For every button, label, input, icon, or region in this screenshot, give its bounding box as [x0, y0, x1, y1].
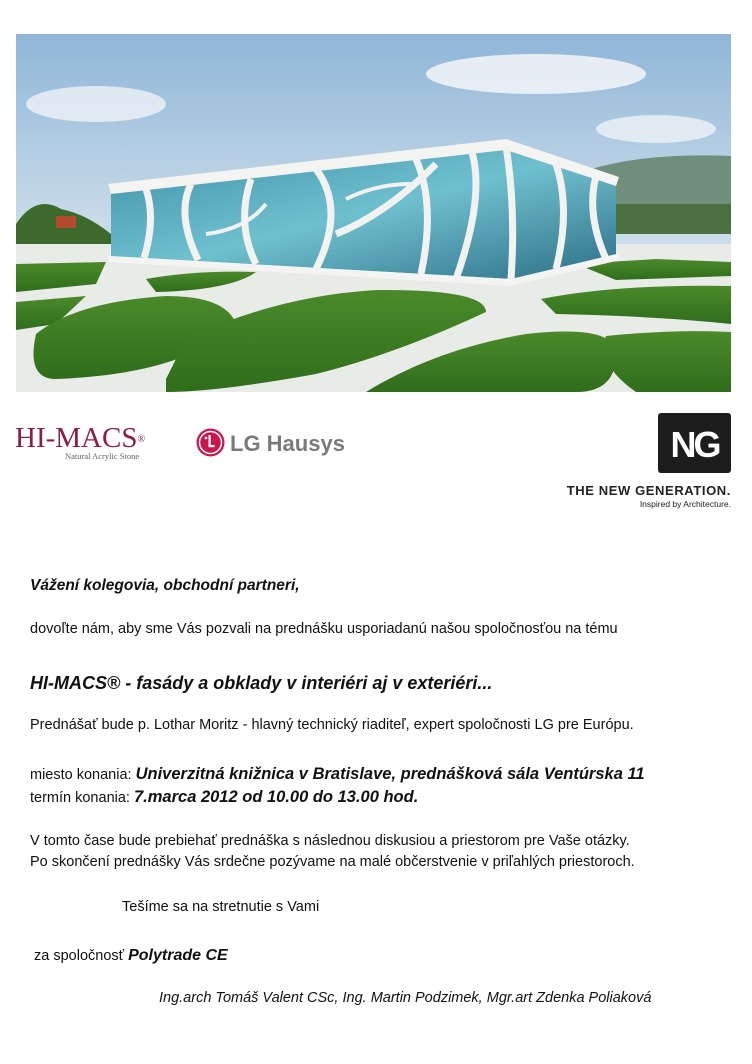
venue-line — [30, 765, 645, 785]
venue-label: miesto konania: — [30, 767, 132, 783]
salutation: Vážení kolegovia, obchodní partneri, — [30, 577, 300, 594]
ng-slogan-sub: Inspired by Architecture. — [639, 499, 731, 509]
date-value: 7.marca 2012 od 10.00 do 13.00 hod. — [133, 788, 419, 806]
ng-monogram — [658, 413, 731, 473]
company-line — [34, 946, 228, 966]
info-line-2: Po skončení prednášky Vás srdečne pozývame na malé občerstvenie v priľahlých priestoroch. — [30, 854, 635, 870]
himacs-logo-name: HI-MACS — [15, 422, 138, 454]
ng-slogan-main: THE NEW GENERATION. — [566, 483, 731, 498]
invitation-text: dovoľte nám, aby sme Vás pozvali na prednášku usporiadanú našou spoločnosťou na tému — [30, 621, 618, 637]
date-line — [30, 788, 418, 808]
signatories: Ing.arch Tomáš Valent CSc, Ing. Martin Podzimek, Mgr.art Zdenka Poliaková — [159, 990, 652, 1006]
info-line-1: V tomto čase bude prebiehať prednáška s následnou diskusiou a priestorom pre Vaše otázky. — [30, 833, 630, 849]
hero-photo — [16, 34, 731, 392]
lg-hausys-name: LG Hausys — [230, 431, 345, 456]
company-name: Polytrade CE — [128, 947, 228, 964]
lg-circle-icon — [196, 428, 225, 457]
ng-logo — [658, 413, 731, 473]
closing-text: Tešíme sa na stretnutie s Vami — [122, 899, 320, 915]
company-label: za spoločnosť — [34, 948, 125, 964]
himacs-tagline: Natural Acrylic Stone — [65, 451, 140, 461]
himacs-logo — [15, 423, 175, 461]
ng-slogan — [420, 483, 731, 509]
lecture-topic: HI-MACS® - fasády a obklady v interiéri aj v exteriéri... — [30, 673, 493, 693]
date-label: termín konania: — [30, 790, 130, 806]
himacs-registered-mark: ® — [137, 434, 146, 445]
speaker-text: Prednášať bude p. Lothar Moritz - hlavný technický riaditeľ, expert spoločnosti LG pre Európu. — [30, 717, 634, 733]
ng-logo-letters: NG — [670, 424, 719, 465]
venue-value: Univerzitná knižnica v Bratislave, prednášková sála Ventúrska 11 — [135, 765, 645, 783]
